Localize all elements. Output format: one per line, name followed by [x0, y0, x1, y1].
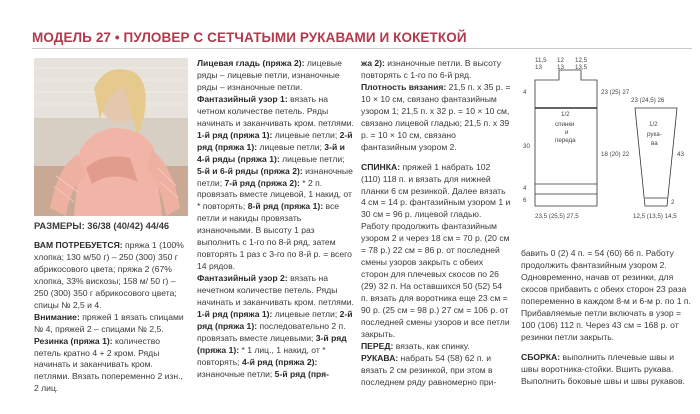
fancy1-paragraph — [197, 94, 354, 273]
dim-left-a: 23 (25) 27 — [601, 89, 630, 96]
continuation-label: жа 2): — [361, 58, 385, 68]
assembly-text: выполнить плечевые швы и швы воротника-стойки. Вшить рукава. Выполнить боковые швы и швы рукавов. — [521, 351, 685, 386]
fancy2-paragraph — [197, 273, 354, 381]
density-label: Плотность вязания: — [361, 81, 447, 92]
back-paragraph — [361, 162, 511, 341]
top-dim-1: 12 — [557, 57, 564, 64]
fancy1-row56-text: изнаночные петли; — [197, 165, 353, 188]
fancy1-row7-text: * 2 п. провязать вместе лицевой, 1 накид, от * повторять; — [197, 177, 352, 212]
fancy2-row4-text: изнаночные петли; — [197, 368, 273, 379]
rib-paragraph — [34, 336, 189, 396]
dim-rib: 6 — [523, 197, 527, 204]
dim-body: 30 — [523, 143, 530, 150]
materials-text: пряжа 1 (100% хлопка; 130 м/50 г) – 250 (300) 350 г абрикосового цвета; пряжа 2 (67% хлопка, 33% вискозы; 158 м/ 50 г) – 250 (300) 350 г абрикосового цвета; спицы № 2,5 и 4. — [34, 239, 184, 310]
density-paragraph — [361, 82, 511, 154]
fancy1-row1-text: лицевые петли; — [272, 129, 338, 140]
continuation-text: изнаночные петли. В высоту повторять с 1-го по 6-й ряд. — [361, 58, 502, 80]
dim-fancy: 4 — [523, 185, 527, 192]
top-dim-5: 13,5 — [575, 64, 588, 71]
model-photo — [34, 58, 188, 216]
dim-neck: 4 — [523, 89, 527, 96]
materials-label: ВАМ ПОТРЕБУЕТСЯ: — [34, 239, 123, 250]
dim-bottom: 23,5 (25,5) 27,5 — [535, 213, 579, 220]
page-title: МОДЕЛЬ 27 • ПУЛОВЕР С СЕТЧАТЫМИ РУКАВАМИ И КОКЕТКОЙ — [32, 30, 467, 45]
body-label-2: спинки — [555, 121, 575, 128]
density-text: 21,5 п. х 35 р. = 10 × 10 см, связано фантазийным узором 1; 21,5 п. х 32 р. = 10 × 10 см, связано лицевой гладью; 21,5 п. х 39 р. = 10 × 10 см, связано фантазийным узором 2. — [361, 81, 511, 152]
sleeve-label-1: 1/2 — [649, 121, 658, 128]
fancy2-row3-text: * 1 лиц., 1 накид, от * повторять; — [197, 344, 326, 367]
fancy1-row2-label: 2-й ряд (пряжа 1): — [197, 129, 353, 152]
back-label: СПИНКА: — [361, 161, 401, 172]
column-2 — [197, 58, 354, 381]
top-dim-4: 13 — [557, 64, 564, 71]
assembly-paragraph — [521, 352, 693, 388]
fancy2-row5-label: 5-й ряд (пря- — [274, 368, 330, 379]
sleeves-text: набрать 54 (58) 62 п. и вязать 2 см резинкой, при этом в последнем ряду равномерно при- — [361, 352, 497, 387]
top-dim-3: 13 — [535, 64, 542, 71]
front-paragraph — [361, 341, 511, 353]
pattern-diagram — [521, 56, 693, 242]
sleeve-continuation: бавить 0 (2) 4 п. = 54 (60) 66 п. Работу продолжить фантазийным узором 2. Одновременно, начав от резинки, для скосов прибавить с обеих сторон 23 раза попеременно в каждом 8-м и 6-м р. по 1 п. Прибавляемые петли включать в узор = 100 (106) 112 п. Через 43 см = 168 р. от резинки петли закрыть. — [521, 248, 691, 342]
materials-paragraph — [34, 240, 189, 312]
body-label-4: переда — [555, 137, 576, 144]
fancy1-row8-text: все петли и накиды провязать изнаночными. В высоту 1 раз выполнить с 1-го по 8-й ряд, затем повторять 1 раз с 3-го по 8-й р. = всего 14 рядов. — [197, 201, 352, 272]
fancy2-row2-label: 2-й ряд (пряжа 1): — [197, 309, 353, 331]
column-3 — [361, 58, 511, 389]
fancy2-row1-label: 1-й ряд (пряжа 1): — [197, 309, 273, 320]
dim-sleeve-bottom: 12,5 (13,5) 14,5 — [633, 213, 677, 220]
fancy1-row34-text: лицевые петли; — [279, 153, 345, 164]
attention-label: Внимание: — [34, 311, 80, 322]
fancy2-row3-label: 3-й ряд (пряжа 1): — [197, 332, 347, 355]
front-text: вязать, как спинку. — [393, 340, 470, 351]
model-photo-illustration — [34, 58, 188, 216]
attention-text: пряжей 1 вязать спицами № 4, пряжей 2 – спицами № 2,5. — [34, 311, 184, 334]
stockinette-label: Лицевая гладь (пряжа 2): — [197, 58, 305, 68]
fancy2-row2-text: последовательно 2 п. провязать вместе лицевыми; — [197, 320, 346, 343]
sleeves-label: РУКАВА: — [361, 352, 399, 363]
title-divider — [32, 48, 692, 49]
fancy1-row56-label: 5-й и 6-й ряды (пряжа 2): — [197, 165, 303, 176]
body-label-3: и — [565, 129, 569, 136]
dim-sleeve-top: 23 (24,5) 26 — [631, 97, 665, 104]
sleeve-label-3: ва — [651, 140, 658, 147]
fancy1-row1-label: 1-й ряд (пряжа 1): — [197, 129, 273, 140]
body-label-1: 1/2 — [561, 111, 570, 118]
stockinette-paragraph — [197, 58, 354, 94]
column-1 — [34, 220, 189, 395]
stockinette-text: лицевые ряды – лицевые петли, изнаночные ряды – изнаночные петли. — [197, 58, 342, 92]
top-dim-0: 11,5 — [535, 57, 547, 64]
fancy2-row1-text: лицевые петли; — [272, 309, 338, 320]
sizes-line: РАЗМЕРЫ: 36/38 (40/42) 44/46 — [34, 220, 170, 231]
fancy2-label: Фантазийный узор 2: — [197, 273, 288, 284]
top-dim-2: 12,5 — [575, 57, 588, 64]
continuation-paragraph — [361, 58, 511, 82]
back-text: пряжей 1 набрать 102 (110) 118 п. и вязать для нижней планки 6 см резинкой. Далее вязать 4 см = 14 р. фантазийным узором 1 и 30 см = 96 р. лицевой гладью. Работу продолжить фантазийным узором 2 и через 18 см = 70 р. (20 см = 78 р.) 22 см = 86 р. от последней смены узоров закрыть с обеих сторон для плечевых скосов по 26 (29) 32 п. На оставшихся 50 (52) 54 п. вязать для воротника еще 23 см = 90 р. (25 см = 98 р.) 27 см = 106 р. от последней смены узоров и все петли закрыть. — [361, 161, 511, 339]
fancy2-text: вязать на нечетном количестве петель. Ряды начинать и заканчивать кром. петлями. — [197, 273, 354, 308]
fancy1-row2-text: лицевые петли; — [257, 141, 322, 152]
column-4 — [521, 248, 693, 387]
sleeves-paragraph — [361, 353, 511, 389]
rib-text: количество петель кратно 4 + 2 кром. Ряды начинать и заканчивать кром. петлями. Вязать попеременно 2 изн., 2 лиц. — [34, 335, 183, 394]
front-label: ПЕРЕД: — [361, 340, 394, 351]
attention-paragraph — [34, 312, 189, 336]
fancy1-row7-label: 7-й ряд (пряжа 2): — [224, 177, 300, 188]
fancy1-label: Фантазийный узор 1: — [197, 93, 288, 104]
dim-shoulder: 18 (20) 22 — [601, 151, 630, 158]
fancy1-row8-label: 8-й ряд (пряжа 1): — [247, 201, 324, 212]
fancy2-row4-label: 4-й ряд (пряжа 2): — [241, 356, 318, 367]
rib-label: Резинка (пряжа 1): — [34, 335, 113, 346]
sleeve-label-2: рука- — [647, 131, 662, 138]
fancy1-text: вязать на четном количестве петель. Ряды начинать и заканчивать кром. петлями. — [197, 93, 354, 128]
dim-sleeve-rib: 2 — [671, 199, 675, 206]
assembly-label: СБОРКА: — [521, 351, 561, 362]
fancy1-row34-label: 3-й и 4-й ряды (пряжа 1): — [197, 141, 345, 164]
dim-sleeve-length: 43 — [677, 151, 684, 158]
